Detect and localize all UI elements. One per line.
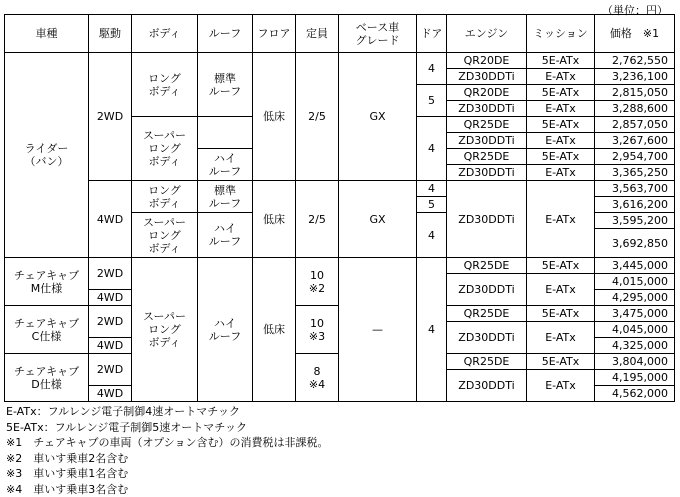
transmission: E-ATx: [527, 133, 595, 149]
grade: GX: [339, 181, 417, 258]
header-body: ボディ: [132, 15, 198, 53]
price: 3,595,200: [595, 213, 675, 229]
engine: ZD30DDTi: [447, 133, 527, 149]
price: 3,804,000: [595, 354, 675, 370]
footnote-2: ※2 車いす乗車2名含む: [6, 451, 129, 465]
price: 2,857,050: [595, 117, 675, 133]
doors: 4: [417, 258, 447, 402]
price: 3,692,850: [595, 229, 675, 258]
doors: 4: [417, 117, 447, 181]
footnotes: [6, 404, 328, 497]
price: 3,563,700: [595, 181, 675, 197]
footnote-5eatx: 5E-ATx：フルレンジ電子制御5速オートマチック: [6, 420, 247, 434]
price: 3,475,000: [595, 306, 675, 322]
header-floor: フロア: [253, 15, 296, 53]
drive-2wd: 2WD: [89, 354, 132, 386]
grade: GX: [339, 53, 417, 181]
price: 3,365,250: [595, 165, 675, 181]
price: 4,045,000: [595, 322, 675, 338]
body-super-long: スーパー ロング ボディ: [132, 213, 198, 258]
transmission: E-ATx: [527, 370, 595, 402]
transmission: 5E-ATx: [527, 53, 595, 69]
capacity: 2/5: [296, 181, 339, 258]
price: 3,288,600: [595, 101, 675, 117]
transmission: 5E-ATx: [527, 306, 595, 322]
header-drive: 駆動: [89, 15, 132, 53]
transmission: E-ATx: [527, 69, 595, 85]
model-chaircab-c: チェアキャブ C仕様: [5, 306, 89, 354]
transmission: 5E-ATx: [527, 149, 595, 165]
grade: —: [339, 258, 417, 402]
model-chaircab-m: チェアキャブ M仕様: [5, 258, 89, 306]
roof-empty: [198, 117, 253, 149]
price-table: [4, 14, 675, 402]
body-long: ロング ボディ: [132, 181, 198, 213]
price: 3,445,000: [595, 258, 675, 274]
engine: ZD30DDTi: [447, 101, 527, 117]
drive-4wd: 4WD: [89, 338, 132, 354]
floor-low: 低床: [253, 258, 296, 402]
capacity: 8 ※4: [296, 354, 339, 402]
engine: QR25DE: [447, 149, 527, 165]
capacity: 10 ※3: [296, 306, 339, 354]
price: 2,762,550: [595, 53, 675, 69]
doors: 4: [417, 53, 447, 85]
transmission: 5E-ATx: [527, 117, 595, 133]
transmission: E-ATx: [527, 165, 595, 181]
engine: ZD30DDTi: [447, 370, 527, 402]
roof-high: ハイ ルーフ: [198, 213, 253, 258]
roof-high: ハイ ルーフ: [198, 258, 253, 402]
drive-4wd: 4WD: [89, 386, 132, 402]
price: 4,015,000: [595, 274, 675, 290]
price: 4,195,000: [595, 370, 675, 386]
doors: 4: [417, 213, 447, 258]
table-row: [5, 258, 675, 274]
table-row: [5, 53, 675, 69]
drive-2wd: 2WD: [89, 53, 132, 181]
capacity: 10 ※2: [296, 258, 339, 306]
price: 3,236,100: [595, 69, 675, 85]
engine: QR20DE: [447, 85, 527, 101]
drive-4wd: 4WD: [89, 181, 132, 258]
body-long: ロング ボディ: [132, 53, 198, 117]
transmission: E-ATx: [527, 181, 595, 258]
engine: QR25DE: [447, 306, 527, 322]
body-super-long: スーパー ロング ボディ: [132, 117, 198, 181]
transmission: 5E-ATx: [527, 354, 595, 370]
capacity: 2/5: [296, 53, 339, 181]
header-doors: ドア: [417, 15, 447, 53]
doors: 5: [417, 197, 447, 213]
price: 4,295,000: [595, 290, 675, 306]
footnote-1: ※1 チェアキャブの車両（オプション含む）の消費税は非課税。: [6, 436, 329, 449]
table-row: [5, 181, 675, 197]
roof-standard: 標準 ルーフ: [198, 181, 253, 213]
price: 3,616,200: [595, 197, 675, 213]
drive-4wd: 4WD: [89, 290, 132, 306]
header-engine: エンジン: [447, 15, 527, 53]
header-model: 車種: [5, 15, 89, 53]
engine: ZD30DDTi: [447, 69, 527, 85]
drive-2wd: 2WD: [89, 306, 132, 338]
unit-label: （単位：円）: [602, 4, 668, 17]
header-capacity: 定員: [296, 15, 339, 53]
roof-high: ハイ ルーフ: [198, 149, 253, 181]
footnote-eatx: E-ATx：フルレンジ電子制御4速オートマチック: [6, 405, 240, 418]
engine: ZD30DDTi: [447, 322, 527, 354]
price: 2,815,050: [595, 85, 675, 101]
header-roof: ルーフ: [198, 15, 253, 53]
engine: QR25DE: [447, 354, 527, 370]
doors: 5: [417, 85, 447, 117]
transmission: E-ATx: [527, 274, 595, 306]
doors: 4: [417, 181, 447, 197]
body-super-long: スーパー ロング ボディ: [132, 258, 198, 402]
model-rider: ライダー （バン）: [5, 53, 89, 258]
engine: QR25DE: [447, 258, 527, 274]
floor-low: 低床: [253, 53, 296, 181]
price: 3,267,600: [595, 133, 675, 149]
header-transmission: ミッション: [527, 15, 595, 53]
footnote-4: ※4 車いす乗車3名含む: [6, 482, 129, 496]
header-price: 価格 ※1: [595, 15, 675, 53]
model-chaircab-d: チェアキャブ D仕様: [5, 354, 89, 402]
header-base-grade: ベース車 グレード: [339, 15, 417, 53]
drive-2wd: 2WD: [89, 258, 132, 290]
transmission: E-ATx: [527, 322, 595, 354]
header-row: [5, 15, 675, 53]
price: 4,562,000: [595, 386, 675, 402]
engine: ZD30DDTi: [447, 274, 527, 306]
transmission: 5E-ATx: [527, 258, 595, 274]
price: 2,954,700: [595, 149, 675, 165]
engine: QR25DE: [447, 117, 527, 133]
transmission: E-ATx: [527, 101, 595, 117]
engine: ZD30DDTi: [447, 165, 527, 181]
engine: ZD30DDTi: [447, 181, 527, 258]
roof-standard: 標準 ルーフ: [198, 53, 253, 117]
floor-low: 低床: [253, 181, 296, 258]
footnote-3: ※3 車いす乗車1名含む: [6, 467, 129, 480]
price: 4,325,000: [595, 338, 675, 354]
transmission: 5E-ATx: [527, 85, 595, 101]
engine: QR20DE: [447, 53, 527, 69]
